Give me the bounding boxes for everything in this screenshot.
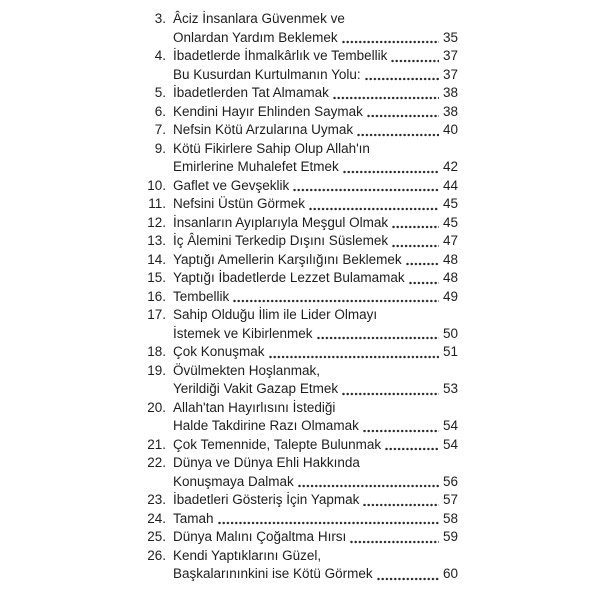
toc-row [138,214,458,233]
toc-row [138,10,458,29]
page-number: 45 [442,196,458,211]
entry-body [173,84,458,103]
page-number: 57 [442,492,458,507]
entry-body [173,417,458,436]
entry-number: 21. [147,436,166,452]
entry-body [173,343,458,362]
entry-number: 9. [154,140,166,156]
entry-title: Dünya Malını Çoğaltma Hırsı [173,529,347,544]
toc-row [138,306,458,325]
entry-number: 15. [147,270,166,285]
entry-title: Övülmekten Hoşlanmak, [173,362,321,378]
entry-body [173,251,458,270]
entry-title: İbadetlerden Tat Almamak [173,85,329,100]
entry-body [173,29,458,48]
toc-row [138,380,458,399]
toc-row [138,528,458,547]
page-number: 42 [442,159,458,174]
entry-body [173,325,458,344]
toc-row [138,177,458,196]
entry-body [173,362,458,381]
entry-title: Nefsini Üstün Görmek [173,196,306,211]
entry-body [173,528,458,547]
leader-dots-icon [309,207,439,211]
entry-number: 22. [147,455,166,470]
entry-number: 26. [147,547,166,563]
entry-body [173,103,458,122]
entry-number: 5. [154,85,166,100]
toc-row [138,103,458,122]
toc-row [138,565,458,584]
entry-title: Bu Kusurdan Kurtulmanın Yolu: [173,66,361,82]
entry-body [173,399,458,418]
leader-dots-icon [363,503,439,507]
toc-row [138,158,458,177]
page-number: 48 [442,251,458,267]
leader-dots-icon [409,281,439,285]
toc-list [138,10,458,584]
entry-body [173,10,458,29]
entry-title: Kendini Hayır Ehlinden Saymak [173,103,363,119]
entry-title: Konuşmaya Dalmak [173,473,294,489]
leader-dots-icon [377,577,439,581]
page-number: 56 [442,473,458,489]
entry-title: Çok Konuşmak [173,344,265,359]
entry-title: Âciz İnsanlara Güvenmek ve [173,11,345,26]
toc-row [138,473,458,492]
entry-body [173,269,458,288]
toc-row [138,232,458,251]
entry-title: İstemek ve Kibirlenmek [173,325,313,341]
leader-dots-icon [350,540,439,544]
toc-row [138,140,458,159]
entry-body [173,177,458,196]
entry-title: Dünya ve Dünya Ehli Hakkında [173,455,360,470]
leader-dots-icon [233,299,439,303]
page-number: 58 [442,510,458,526]
toc-row [138,547,458,566]
entry-number: 25. [147,529,166,544]
entry-number: 20. [147,399,166,415]
entry-body [173,454,458,473]
entry-title: Yerildiği Vakit Gazap Etmek [173,381,339,396]
entry-body [173,436,458,455]
entry-title: Sahip Olduğu İlim ile Lider Olmayı [173,307,378,322]
leader-dots-icon [269,355,439,359]
entry-number: 23. [147,492,166,507]
page-number: 53 [442,381,458,396]
page-number: 59 [442,529,458,544]
leader-dots-icon [293,188,439,192]
page-number: 40 [442,122,458,137]
entry-number: 7. [154,122,166,137]
entry-number: 19. [147,362,166,378]
entry-title: Tamah [173,510,214,526]
entry-title: Çok Temennide, Talepte Bulunmak [173,436,382,452]
toc-row [138,399,458,418]
leader-dots-icon [333,96,439,100]
entry-title: İnsanların Ayıplarıyla Meşgul Olmak [173,214,389,230]
entry-title: Emirlerine Muhalefet Etmek [173,159,339,174]
leader-dots-icon [357,133,439,137]
page-number: 38 [442,85,458,100]
entry-body [173,232,458,251]
toc-row [138,417,458,436]
entry-number: 11. [148,196,166,211]
leader-dots-icon [363,429,439,433]
entry-body [173,473,458,492]
toc-row [138,288,458,307]
entry-number: 6. [154,103,166,119]
toc-row [138,47,458,66]
toc-row [138,325,458,344]
entry-number: 18. [147,344,166,359]
toc-row [138,66,458,85]
entry-body [173,491,458,510]
toc-row [138,269,458,288]
entry-title: İç Âlemini Terkedip Dışını Süslemek [173,233,389,248]
toc-row [138,454,458,473]
leader-dots-icon [392,244,439,248]
page-number: 38 [442,103,458,119]
entry-number: 10. [147,177,166,193]
page-number: 50 [442,325,458,341]
entry-title: Yaptığı Amellerin Karşılığını Beklemek [173,251,402,267]
entry-body [173,214,458,233]
entry-title: Yaptığı İbadetlerde Lezzet Bulamamak [173,270,405,285]
page-number: 54 [442,436,458,452]
entry-body [173,140,458,159]
entry-title: Allah'tan Hayırlısını İstediği [173,399,336,415]
page-number: 44 [442,177,458,193]
entry-body [173,306,458,325]
entry-body [173,121,458,140]
entry-title: Tembellik [173,288,230,304]
page-number: 49 [442,288,458,304]
toc-row [138,84,458,103]
toc-row [138,121,458,140]
entry-title: Kendi Yaptıklarını Güzel, [173,547,322,563]
entry-number: 14. [147,251,166,267]
entry-title: İbadetlerde İhmalkârlık ve Tembellik [173,48,388,63]
entry-number: 16. [147,288,166,304]
page-number: 37 [442,48,458,63]
toc-row [138,362,458,381]
entry-body [173,158,458,177]
entry-body [173,547,458,566]
entry-body [173,288,458,307]
leader-dots-icon [391,59,439,63]
entry-body [173,195,458,214]
entry-number: 17. [147,307,166,322]
entry-title: Kötü Fikirlere Sahip Olup Allah'ın [173,140,370,156]
toc-row [138,251,458,270]
entry-title: Halde Takdirine Razı Olmamak [173,418,359,433]
leader-dots-icon [406,262,439,266]
page-number: 51 [442,344,458,359]
toc-row [138,436,458,455]
page-number: 37 [442,66,458,82]
entry-title: İbadetleri Gösteriş İçin Yapmak [173,492,360,507]
entry-number: 3. [154,11,166,26]
leader-dots-icon [367,114,439,118]
toc-row [138,195,458,214]
entry-body [173,380,458,399]
leader-dots-icon [385,447,439,451]
entry-title: Onlardan Yardım Beklemek [173,29,338,45]
toc-row [138,491,458,510]
leader-dots-icon [317,336,439,340]
page-number: 48 [442,270,458,285]
leader-dots-icon [392,225,439,229]
entry-title: Nefsin Kötü Arzularına Uymak [173,122,354,137]
entry-number: 12. [147,214,166,230]
leader-dots-icon [365,77,439,81]
entry-body [173,66,458,85]
entry-title: Gaflet ve Gevşeklik [173,177,290,193]
entry-number: 4. [154,48,166,63]
page-number: 54 [442,418,458,433]
entry-number: 13. [147,233,166,248]
page-number: 45 [442,214,458,230]
page-number: 60 [442,566,458,581]
leader-dots-icon [342,40,439,44]
entry-title: Başkalarınınkini ise Kötü Görmek [173,566,373,581]
page-number: 35 [442,29,458,45]
leader-dots-icon [343,170,439,174]
toc-row [138,510,458,529]
leader-dots-icon [298,484,439,488]
entry-body [173,565,458,584]
toc-row [138,343,458,362]
leader-dots-icon [218,521,439,525]
entry-body [173,510,458,529]
entry-number: 24. [147,510,166,526]
page-number: 47 [442,233,458,248]
toc-row [138,29,458,48]
entry-body [173,47,458,66]
leader-dots-icon [342,392,439,396]
